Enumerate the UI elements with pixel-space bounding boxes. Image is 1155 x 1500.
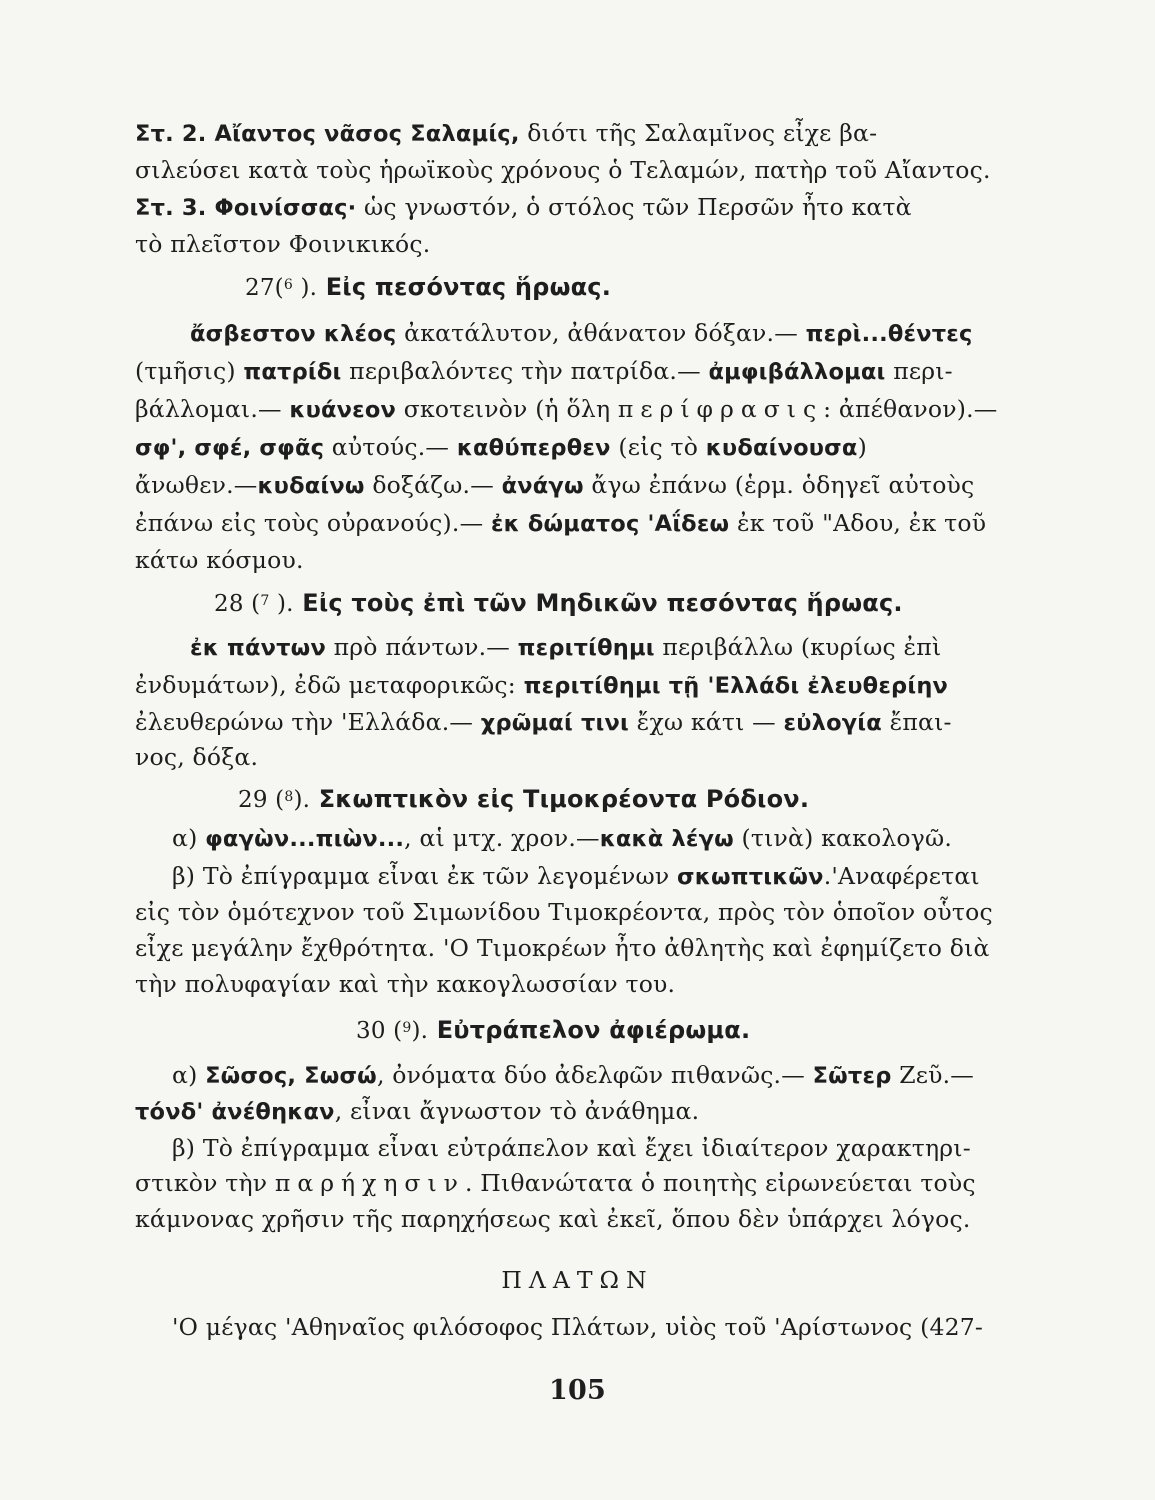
footnote-marker: 7 — [260, 593, 270, 609]
gloss: περιβαλόντες τὴν πατρίδα.— — [341, 357, 709, 385]
section-heading — [356, 1013, 750, 1046]
spaced-word: παρήχησιν — [274, 1169, 465, 1197]
term: ἐκ δώματος 'Αΐδεω — [490, 511, 730, 537]
gloss: περιβάλλω (κυρίως ἐπὶ — [654, 633, 942, 661]
gloss: . Πιθανώτατα ὁ ποιητὴς εἰρωνεύεται τοὺς — [464, 1169, 976, 1197]
gloss: ἐκ τοῦ "Αδου, ἐκ τοῦ — [729, 509, 987, 537]
section-number: 28 ( — [214, 591, 261, 617]
gloss: : ἀπέθανον).— — [823, 395, 998, 423]
text-line: 'Ο μέγας 'Αθηναῖος φιλόσοφος Πλάτων, υἱὸς τοῦ 'Αρίστωνος (427- — [172, 1313, 984, 1341]
section-title: Εὐτράπελον ἀφιέρωμα. — [428, 1016, 751, 1044]
section-number: 29 ( — [238, 787, 285, 813]
term: φαγὼν...πιὼν... — [205, 826, 405, 852]
text-line — [135, 1096, 699, 1127]
text-line: κάτω κόσμου. — [135, 546, 304, 574]
section-title: Εἰς τοὺς ἐπὶ τῶν Μηδικῶν πεσόντας ἥρωας. — [293, 589, 903, 617]
gloss: , εἶναι ἄγνωστον τὸ ἀνάθημα. — [334, 1097, 700, 1125]
gloss: περι- — [885, 357, 953, 385]
section-heading — [245, 270, 611, 303]
term: Σῶτερ — [812, 1063, 892, 1089]
section-number-close: ). — [292, 275, 318, 301]
gloss: ἄνωθεν.— — [135, 471, 258, 499]
term: χρῶμαί τινι — [480, 710, 629, 736]
text-line — [135, 394, 997, 425]
gloss: αὐτούς.— — [324, 433, 457, 461]
text-line: εἰς τὸν ὁμότεχνον τοῦ Σιμωνίδου Τιμοκρέοντα, πρὸς τὸν ὁποῖον οὗτος — [135, 898, 993, 926]
section-heading — [214, 586, 903, 619]
term: Στ. 2. Αἴαντος νᾶσος Σαλαμίς, — [135, 121, 520, 147]
gloss: διότι τῆς Σαλαμῖνος εἶχε βα- — [519, 119, 878, 147]
gloss: α) — [172, 1061, 206, 1089]
gloss: Ζεῦ.— — [891, 1061, 974, 1089]
gloss: ὡς γνωστόν, ὁ στόλος τῶν Περσῶν ἦτο κατὰ — [356, 193, 912, 221]
section-title: Εἰς πεσόντας ἥρωας. — [317, 273, 612, 301]
gloss: ἄγω ἐπάνω (ἑρμ. ὁδηγεῖ αὐτοὺς — [583, 471, 975, 499]
text-line — [135, 707, 952, 738]
term: ἀμφιβάλλομαι — [708, 359, 886, 385]
text-line — [172, 823, 952, 854]
gloss: ἐπάνω εἰς τοὺς οὐρανούς).— — [135, 509, 491, 537]
term: σκωπτικῶν — [677, 864, 824, 890]
term: ἐκ πάντων — [190, 635, 326, 661]
gloss: ἀκατάλυτον, ἀθάνατον δόξαν.— — [396, 319, 806, 347]
term: εὐλογία — [783, 710, 882, 736]
spaced-word: περίφρασις — [617, 395, 824, 423]
term: κυδαίνουσα — [705, 435, 858, 461]
gloss: , αἱ μτχ. χρον.— — [404, 824, 600, 852]
gloss: (τμῆσις) — [135, 357, 244, 385]
gloss: στικὸν τὴν — [135, 1169, 275, 1197]
term: σφ', σφέ, σφᾶς — [135, 435, 325, 461]
text-line: τὴν πολυφαγίαν καὶ τὴν κακογλωσσίαν του. — [135, 970, 676, 998]
gloss: β) Τὸ ἐπίγραμμα εἶναι ἐκ τῶν λεγομένων — [172, 862, 678, 890]
text-line: νος, δόξα. — [135, 743, 259, 771]
page-number: 105 — [549, 1375, 606, 1406]
text-line — [135, 508, 986, 539]
text-line — [190, 318, 973, 349]
text-line — [135, 470, 974, 501]
gloss: σκοτεινὸν (ἡ ὅλη — [396, 395, 618, 423]
author-name: ΠΛΑΤΩΝ — [501, 1266, 654, 1294]
section-number-close: ). — [411, 1018, 429, 1044]
section-title: Σκωπτικὸν εἰς Τιμοκρέοντα Ρόδιον. — [310, 785, 810, 813]
text-line — [135, 670, 948, 701]
gloss: δοξάζω.— — [364, 471, 502, 499]
text-line: β) Τὸ ἐπίγραμμα εἶναι εὐτράπελον καὶ ἔχει ἰδιαίτερον χαρακτηρι- — [172, 1134, 971, 1162]
gloss: ἐνδυμάτων), ἐδῶ μεταφορικῶς: — [135, 671, 524, 699]
section-number: 27( — [245, 275, 284, 301]
term: κυδαίνω — [257, 473, 365, 499]
term: ἄσβεστον κλέος — [190, 321, 397, 347]
term: καθύπερθεν — [456, 435, 611, 461]
text-line — [135, 1168, 976, 1198]
text-line — [135, 118, 877, 149]
term: κυάνεον — [289, 397, 397, 423]
gloss: βάλλομαι.— — [135, 395, 290, 423]
gloss: (τινὰ) κακολογῶ. — [733, 824, 953, 852]
term: τόνδ' ἀνέθηκαν — [135, 1099, 335, 1125]
text-line — [172, 1060, 974, 1091]
term: περιτίθημι τῇ 'Ελλάδι ἐλευθερίην — [523, 673, 949, 699]
term: περὶ...θέντες — [805, 321, 973, 347]
text-line — [135, 432, 867, 463]
section-number: 30 ( — [356, 1018, 403, 1044]
section-heading — [238, 782, 809, 815]
gloss: ἔπαι- — [881, 708, 952, 736]
footnote-marker: 6 — [283, 277, 293, 293]
term: ἀνάγω — [501, 473, 584, 499]
section-number-close: ). — [269, 591, 294, 617]
term: περιτίθημι — [517, 635, 655, 661]
author-heading — [0, 1265, 1155, 1295]
gloss: .'Αναφέρεται — [823, 862, 980, 890]
text-line — [190, 632, 941, 663]
text-line: κάμνονας χρῆσιν τῆς παρηχήσεως καὶ ἐκεῖ, ὅπου δὲν ὑπάρχει λόγος. — [135, 1205, 971, 1233]
text-line — [135, 356, 953, 387]
gloss: ἐλευθερώνω τὴν 'Ελλάδα.— — [135, 708, 481, 736]
gloss: (εἰς τὸ — [610, 433, 706, 461]
term: Στ. 3. Φοινίσσας· — [135, 195, 357, 221]
term: πατρίδι — [243, 359, 342, 385]
text-line — [172, 861, 980, 892]
footnote-marker: 9 — [402, 1020, 412, 1036]
gloss: ἔχω κάτι — — [628, 708, 784, 736]
gloss: ) — [857, 433, 867, 461]
gloss: πρὸ πάντων.— — [325, 633, 518, 661]
text-line: σιλεύσει κατὰ τοὺς ἡρωϊκοὺς χρόνους ὁ Τελαμών, πατὴρ τοῦ Αἴαντος. — [135, 156, 991, 184]
text-line — [135, 192, 912, 223]
footnote-marker: 8 — [284, 789, 294, 805]
term: κακὰ λέγω — [599, 826, 734, 852]
text-line: τὸ πλεῖστον Φοινικικός. — [135, 230, 431, 258]
text-line: εἶχε μεγάλην ἔχθρότητα. 'Ο Τιμοκρέων ἦτο ἀθλητὴς καὶ ἐφημίζετο διὰ — [135, 934, 990, 962]
term: Σῶσος, Σωσώ — [205, 1063, 377, 1089]
gloss: α) — [172, 824, 206, 852]
gloss: , ὀνόματα δύο ἀδελφῶν πιθανῶς.— — [376, 1061, 813, 1089]
section-number-close: ). — [293, 787, 311, 813]
